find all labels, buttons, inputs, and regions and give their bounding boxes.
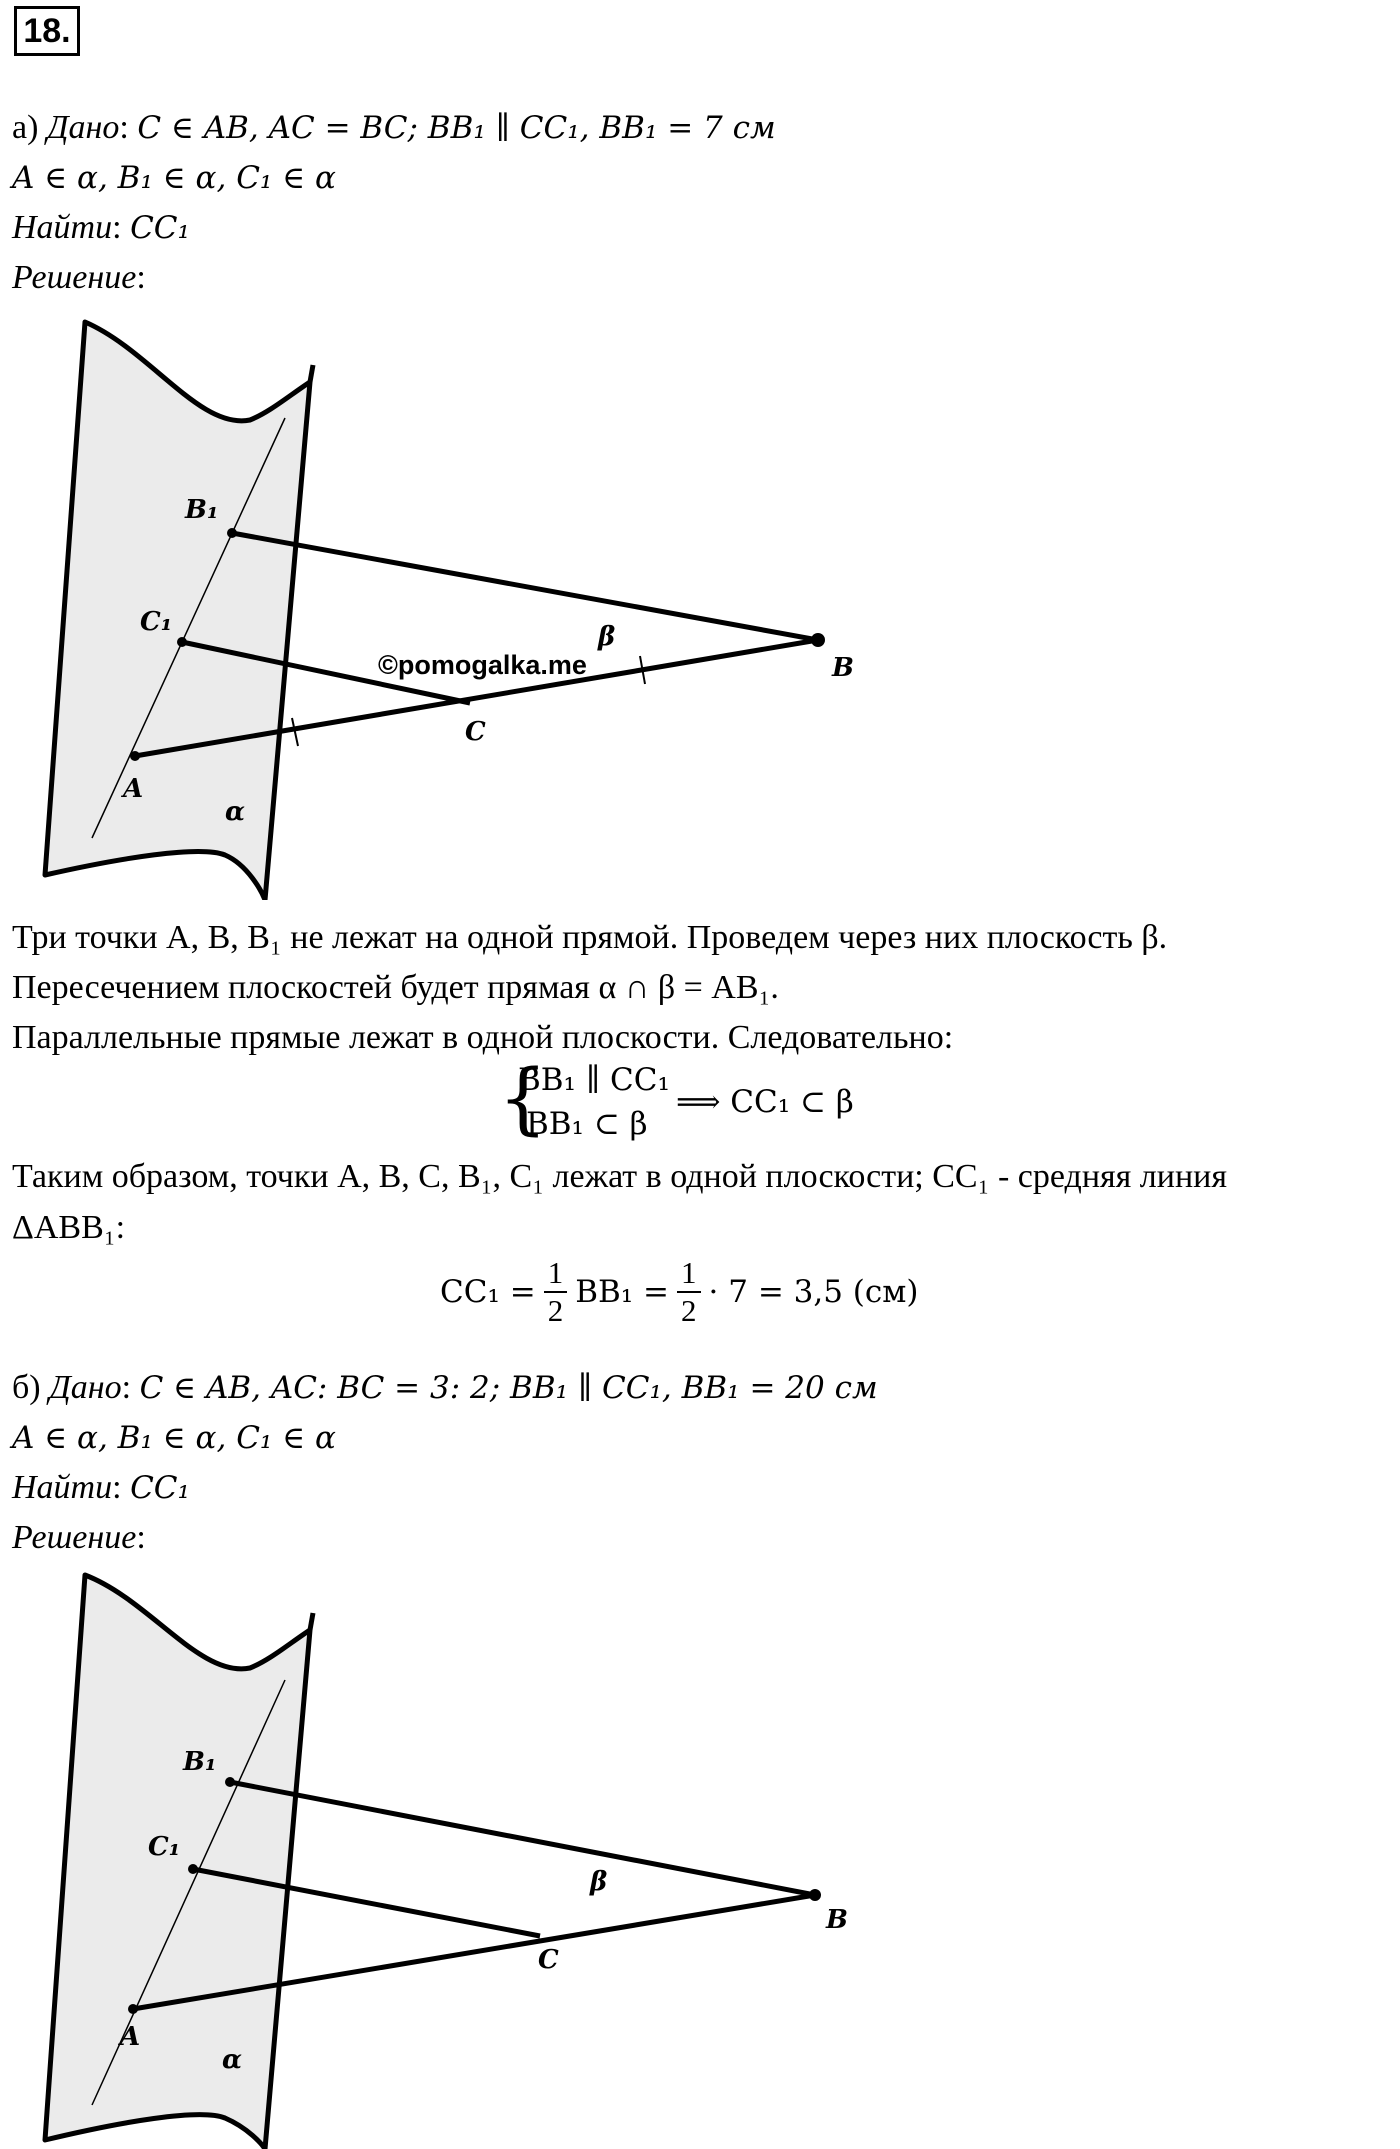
part-a-solution: Решение: [12,259,146,296]
part-a-given-label: Дано [46,109,120,146]
plane-alpha-edge [310,365,313,382]
part-a-given: а) Дано: C ∈ AB, AC = BC; BB₁ ∥ CC₁, BB₁ = 7 см [12,109,776,146]
part-a-text-2: Пересечением плоскостей будет прямая α ∩ β = AB₁. [12,969,779,1006]
part-b-given-line2-math: A ∈ α, B₁ ∈ α, C₁ ∈ α [12,1420,336,1456]
label-a: A [123,774,144,804]
part-b-given-line2 [12,1418,336,1458]
label-b: B [832,653,854,683]
part-a-given-line2 [12,158,336,198]
label-c1-b: C₁ [148,1832,181,1862]
point-a-b [128,2004,138,2014]
label-c-b: C [538,1945,559,1975]
formula-mid: BB₁ = [575,1274,670,1310]
figure-a [0,300,900,900]
point-b-b [809,1889,821,1901]
system-line-1: BB₁ ∥ CC₁ [518,1062,670,1098]
formula-lhs: CC₁ = [440,1274,536,1310]
fraction-2 [677,1255,701,1329]
part-a-text-4: Таким образом, точки A, B, C, B₁, C₁ лежат в одной плоскости; CC₁ - средняя линия [12,1158,1227,1195]
tick-mark-1 [292,718,298,746]
fraction-1 [544,1255,568,1329]
label-c: C [465,717,486,747]
system-line-2: BB₁ ⊂ β [526,1106,648,1142]
part-a-text-5: ΔABB₁: [12,1209,126,1246]
point-b1 [227,528,237,538]
fraction-1-num: 1 [544,1255,568,1293]
part-a-find-value: CC₁ [130,210,190,246]
segment-b1-b [232,533,818,640]
label-b1: B₁ [185,495,219,525]
part-a-text-1: Три точки A, B, B₁ не лежат на одной прямой. Проведем через них плоскость β. [12,919,1168,956]
point-a [130,751,140,761]
label-b1-b: B₁ [183,1747,217,1777]
part-a-given-math: C ∈ AB, AC = BC; BB₁ ∥ CC₁, BB₁ = 7 см [137,110,776,146]
part-b-solution: Решение: [12,1519,146,1556]
part-b-find-value: CC₁ [130,1470,190,1506]
part-b-given: б) Дано: C ∈ AB, AC: BC = 3: 2; BB₁ ∥ CC₁, BB₁ = 20 см [12,1369,878,1406]
segment-b1-b-b [230,1782,815,1895]
label-alpha: α [225,797,246,827]
part-a-prefix: а) [12,109,39,146]
part-b-find-label: Найти [12,1469,113,1506]
system-brace: { [498,1054,548,1144]
part-b-solution-label: Решение [12,1519,137,1556]
fraction-1-den: 2 [547,1293,564,1328]
label-beta: β [598,622,616,652]
label-a-b: A [120,2022,141,2052]
part-a-find-label: Найти [12,209,113,246]
plane-alpha-b-edge [310,1613,313,1630]
label-c1: C₁ [140,607,173,637]
label-beta-b: β [590,1867,608,1897]
part-a-given-line2-math: A ∈ α, B₁ ∈ α, C₁ ∈ α [12,160,336,196]
part-b-find: Найти: CC₁ [12,1469,190,1506]
part-b-given-label: Дано [49,1369,122,1406]
watermark: ©pomogalka.me [378,650,587,680]
equation-system [498,1054,918,1150]
part-b-given-math: C ∈ AB, AC: BC = 3: 2; BB₁ ∥ CC₁, BB₁ = 20 см [139,1370,878,1406]
label-alpha-b: α [222,2045,243,2075]
fraction-2-num: 1 [677,1255,701,1293]
plane-alpha [45,322,310,900]
part-a-text-3: Параллельные прямые лежат в одной плоскости. Следовательно: [12,1019,954,1056]
problem-number: 18. [14,6,80,56]
point-c1-b [188,1864,198,1874]
formula-cc1 [440,1255,918,1329]
figure-b [0,1550,900,2149]
plane-alpha-b [45,1575,310,2149]
label-b-b: B [826,1905,848,1935]
system-result: ⟹ CC₁ ⊂ β [676,1084,854,1120]
point-c1 [177,637,187,647]
fraction-2-den: 2 [681,1293,697,1328]
part-b-prefix: б) [12,1369,41,1406]
point-b [811,633,825,647]
point-b1-b [225,1777,235,1787]
formula-rhs: · 7 = 3,5 (см) [708,1274,919,1310]
part-a-find: Найти: CC₁ [12,209,190,246]
part-a-solution-label: Решение [12,259,137,296]
